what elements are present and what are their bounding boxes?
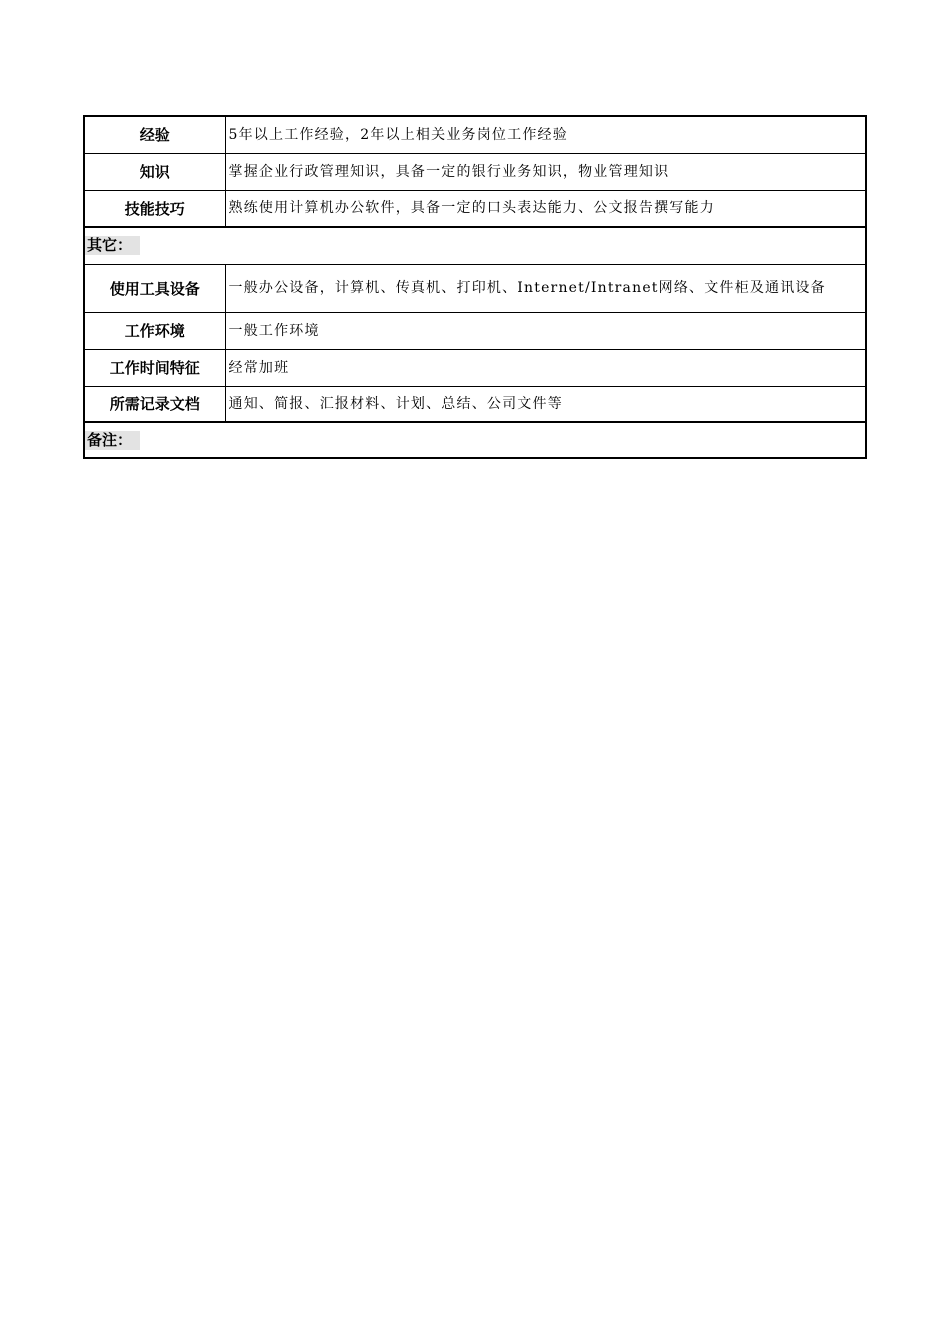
- row-value: 一般工作环境: [225, 312, 866, 349]
- row-label: 经验: [84, 116, 225, 153]
- table-row-environment: [84, 312, 866, 349]
- row-value: 5年以上工作经验，2年以上相关业务岗位工作经验: [225, 116, 866, 153]
- table-row-tools: [84, 264, 866, 312]
- row-label: 所需记录文档: [84, 386, 225, 422]
- section-row-other: [84, 227, 866, 264]
- section-cell: [84, 227, 866, 264]
- section-label-notes: 备注：: [85, 431, 140, 450]
- row-label: 工作时间特征: [84, 349, 225, 386]
- row-label: 知识: [84, 153, 225, 190]
- row-value: 通知、简报、汇报材料、计划、总结、公司文件等: [225, 386, 866, 422]
- row-value: 熟练使用计算机办公软件，具备一定的口头表达能力、公文报告撰写能力: [225, 190, 866, 227]
- row-label: 使用工具设备: [84, 264, 225, 312]
- row-value: 经常加班: [225, 349, 866, 386]
- table-row-work-time: [84, 349, 866, 386]
- table-row-knowledge: [84, 153, 866, 190]
- section-label-other: 其它：: [85, 236, 140, 255]
- table-row-skills: [84, 190, 866, 227]
- row-value: 掌握企业行政管理知识，具备一定的银行业务知识，物业管理知识: [225, 153, 866, 190]
- section-cell: [84, 422, 866, 458]
- table-row-documents: [84, 386, 866, 422]
- table-row-experience: [84, 116, 866, 153]
- row-value: 一般办公设备，计算机、传真机、打印机、Internet/Intranet网络、文件柜及通讯设备: [225, 264, 866, 312]
- row-label: 技能技巧: [84, 190, 225, 227]
- section-row-notes: [84, 422, 866, 458]
- row-label: 工作环境: [84, 312, 225, 349]
- job-requirements-table: [83, 115, 867, 459]
